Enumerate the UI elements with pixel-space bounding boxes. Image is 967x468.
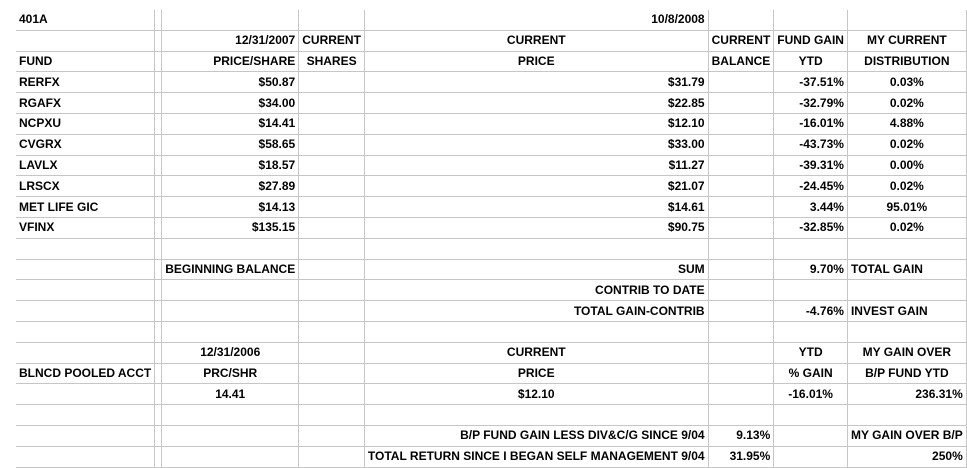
row-contrib bbox=[16, 280, 966, 301]
row-header-2 bbox=[16, 51, 966, 72]
empty-cell[interactable] bbox=[299, 197, 365, 218]
price0-cell[interactable]: $27.89 bbox=[162, 176, 299, 197]
cell-blncd-ytd[interactable]: YTD bbox=[774, 342, 848, 363]
cell-blncd-my-gain-over[interactable]: MY GAIN OVER bbox=[847, 342, 966, 363]
cell-invest-gain[interactable]: INVEST GAIN bbox=[847, 301, 966, 322]
cell-total-return-value[interactable]: 31.95% bbox=[708, 446, 774, 467]
empty-cell[interactable] bbox=[708, 155, 774, 176]
empty-cell[interactable] bbox=[708, 72, 774, 93]
row-blncd-header-1 bbox=[16, 342, 966, 363]
cell-ytd[interactable]: YTD bbox=[774, 51, 848, 72]
dist-cell[interactable]: 0.00% bbox=[847, 155, 966, 176]
cell-shares[interactable]: SHARES bbox=[299, 51, 365, 72]
dist-cell[interactable]: 0.02% bbox=[847, 217, 966, 238]
row-beginning-balance bbox=[16, 259, 966, 280]
dist-cell[interactable]: 0.03% bbox=[847, 72, 966, 93]
empty-cell[interactable] bbox=[155, 113, 162, 134]
empty-cell[interactable] bbox=[155, 93, 162, 114]
dist-cell[interactable]: 0.02% bbox=[847, 93, 966, 114]
cell-contrib-to-date[interactable]: CONTRIB TO DATE bbox=[364, 280, 708, 301]
price1-cell[interactable]: $22.85 bbox=[364, 93, 708, 114]
cell-fund[interactable]: FUND bbox=[16, 51, 155, 72]
row-blncd-values bbox=[16, 384, 966, 405]
cell-balance[interactable]: BALANCE bbox=[708, 51, 774, 72]
cell-current-2[interactable]: CURRENT bbox=[364, 30, 708, 51]
cell-current-1[interactable]: CURRENT bbox=[299, 30, 365, 51]
cell-date1[interactable]: 12/31/2007 bbox=[162, 30, 299, 51]
empty-cell[interactable] bbox=[708, 134, 774, 155]
gain-cell[interactable]: -39.31% bbox=[774, 155, 848, 176]
fund-name-cell[interactable]: LRSCX bbox=[16, 176, 155, 197]
empty-cell[interactable] bbox=[299, 93, 365, 114]
fund-row bbox=[16, 134, 966, 155]
empty-cell[interactable] bbox=[155, 217, 162, 238]
empty-cell[interactable] bbox=[299, 176, 365, 197]
row-title bbox=[16, 10, 966, 30]
row-blank-1 bbox=[16, 238, 966, 259]
fund-row bbox=[16, 72, 966, 93]
gain-cell[interactable]: -43.73% bbox=[774, 134, 848, 155]
price1-cell[interactable]: $11.27 bbox=[364, 155, 708, 176]
empty-cell[interactable] bbox=[155, 197, 162, 218]
dist-cell[interactable]: 0.02% bbox=[847, 134, 966, 155]
row-blank-2 bbox=[16, 321, 966, 342]
fund-name-cell[interactable]: MET LIFE GIC bbox=[16, 197, 155, 218]
gain-cell[interactable]: -32.79% bbox=[774, 93, 848, 114]
fund-name-cell[interactable]: VFINX bbox=[16, 217, 155, 238]
empty-cell[interactable] bbox=[155, 134, 162, 155]
empty-cell[interactable] bbox=[299, 113, 365, 134]
fund-row bbox=[16, 113, 966, 134]
cell-date2[interactable]: 10/8/2008 bbox=[364, 10, 708, 30]
cell-blncd-current[interactable]: CURRENT bbox=[364, 342, 708, 363]
row-bp-gain bbox=[16, 425, 966, 446]
empty-cell[interactable] bbox=[155, 176, 162, 197]
cell-bp-value[interactable]: 9.13% bbox=[708, 425, 774, 446]
cell-my-gain-over-bp[interactable]: MY GAIN OVER B/P bbox=[847, 425, 966, 446]
row-total-gain-contrib bbox=[16, 301, 966, 322]
cell-blncd-prc-shr[interactable]: PRC/SHR bbox=[162, 363, 299, 384]
empty-cell[interactable] bbox=[299, 134, 365, 155]
cell-distribution[interactable]: DISTRIBUTION bbox=[847, 51, 966, 72]
cell-blncd-label[interactable]: BLNCD POOLED ACCT bbox=[16, 363, 155, 384]
fund-row bbox=[16, 197, 966, 218]
row-blncd-header-2 bbox=[16, 363, 966, 384]
price0-cell[interactable]: $34.00 bbox=[162, 93, 299, 114]
empty-cell[interactable] bbox=[708, 176, 774, 197]
spreadsheet bbox=[16, 10, 967, 468]
empty-cell[interactable] bbox=[299, 155, 365, 176]
gain-cell[interactable]: -24.45% bbox=[774, 176, 848, 197]
cell-blncd-price[interactable]: PRICE bbox=[364, 363, 708, 384]
cell-blncd-my-gain[interactable]: 236.31% bbox=[847, 384, 966, 405]
price1-cell[interactable]: $90.75 bbox=[364, 217, 708, 238]
cell-price-share[interactable]: PRICE/SHARE bbox=[162, 51, 299, 72]
empty-cell[interactable] bbox=[299, 72, 365, 93]
price1-cell[interactable]: $31.79 bbox=[364, 72, 708, 93]
price0-cell[interactable]: $135.15 bbox=[162, 217, 299, 238]
fund-row bbox=[16, 155, 966, 176]
gain-cell[interactable]: -16.01% bbox=[774, 113, 848, 134]
cell-invest-gain-value[interactable]: -4.76% bbox=[774, 301, 848, 322]
cell-blncd-date[interactable]: 12/31/2006 bbox=[162, 342, 299, 363]
cell-blncd-gain[interactable]: -16.01% bbox=[774, 384, 848, 405]
cell-sum[interactable]: SUM bbox=[364, 259, 708, 280]
cell-blncd-pct-gain[interactable]: % GAIN bbox=[774, 363, 848, 384]
fund-name-cell[interactable]: RGAFX bbox=[16, 93, 155, 114]
cell-current-3[interactable]: CURRENT bbox=[708, 30, 774, 51]
empty-cell[interactable] bbox=[708, 197, 774, 218]
dist-cell[interactable]: 95.01% bbox=[847, 197, 966, 218]
fund-row bbox=[16, 217, 966, 238]
fund-name-cell[interactable]: RERFX bbox=[16, 72, 155, 93]
fund-name-cell[interactable]: LAVLX bbox=[16, 155, 155, 176]
cell-fund-gain[interactable]: FUND GAIN bbox=[774, 30, 848, 51]
price1-cell[interactable]: $12.10 bbox=[364, 113, 708, 134]
fund-row bbox=[16, 93, 966, 114]
cell-total-return[interactable]: TOTAL RETURN SINCE I BEGAN SELF MANAGEMENT 9/04 bbox=[364, 446, 708, 467]
gain-cell[interactable]: 3.44% bbox=[774, 197, 848, 218]
price1-cell[interactable]: $33.00 bbox=[364, 134, 708, 155]
cell-bp-line[interactable]: B/P FUND GAIN LESS DIV&C/G SINCE 9/04 bbox=[364, 425, 708, 446]
cell-title[interactable]: 401A bbox=[16, 10, 155, 30]
empty-cell[interactable] bbox=[708, 217, 774, 238]
cell-blncd-price1[interactable]: $12.10 bbox=[364, 384, 708, 405]
fund-row bbox=[16, 176, 966, 197]
cell-total-gain-contrib[interactable]: TOTAL GAIN-CONTRIB bbox=[364, 301, 708, 322]
dist-cell[interactable]: 0.02% bbox=[847, 176, 966, 197]
gain-cell[interactable]: -32.85% bbox=[774, 217, 848, 238]
empty-cell[interactable] bbox=[299, 217, 365, 238]
empty-cell[interactable] bbox=[155, 72, 162, 93]
price0-cell[interactable]: $14.13 bbox=[162, 197, 299, 218]
price1-cell[interactable]: $14.61 bbox=[364, 197, 708, 218]
row-header-1 bbox=[16, 30, 966, 51]
cell-my-gain-over-bp-value[interactable]: 250% bbox=[847, 446, 966, 467]
dist-cell[interactable]: 4.88% bbox=[847, 113, 966, 134]
cell-my-current[interactable]: MY CURRENT bbox=[847, 30, 966, 51]
cell-price[interactable]: PRICE bbox=[364, 51, 708, 72]
cell-total-gain[interactable]: TOTAL GAIN bbox=[847, 259, 966, 280]
cell-total-gain-value[interactable]: 9.70% bbox=[774, 259, 848, 280]
price0-cell[interactable]: $58.65 bbox=[162, 134, 299, 155]
empty-cell[interactable] bbox=[155, 155, 162, 176]
price0-cell[interactable]: $50.87 bbox=[162, 72, 299, 93]
price0-cell[interactable]: $14.41 bbox=[162, 113, 299, 134]
cell-blncd-price0[interactable]: 14.41 bbox=[162, 384, 299, 405]
fund-name-cell[interactable]: NCPXU bbox=[16, 113, 155, 134]
row-total-return bbox=[16, 446, 966, 467]
gain-cell[interactable]: -37.51% bbox=[774, 72, 848, 93]
empty-cell[interactable] bbox=[708, 93, 774, 114]
price1-cell[interactable]: $21.07 bbox=[364, 176, 708, 197]
empty-cell[interactable] bbox=[708, 113, 774, 134]
price0-cell[interactable]: $18.57 bbox=[162, 155, 299, 176]
cell-beginning-balance[interactable]: BEGINNING BALANCE bbox=[162, 259, 299, 280]
row-blank-3 bbox=[16, 405, 966, 426]
fund-name-cell[interactable]: CVGRX bbox=[16, 134, 155, 155]
cell-blncd-bp-fund-ytd[interactable]: B/P FUND YTD bbox=[847, 363, 966, 384]
